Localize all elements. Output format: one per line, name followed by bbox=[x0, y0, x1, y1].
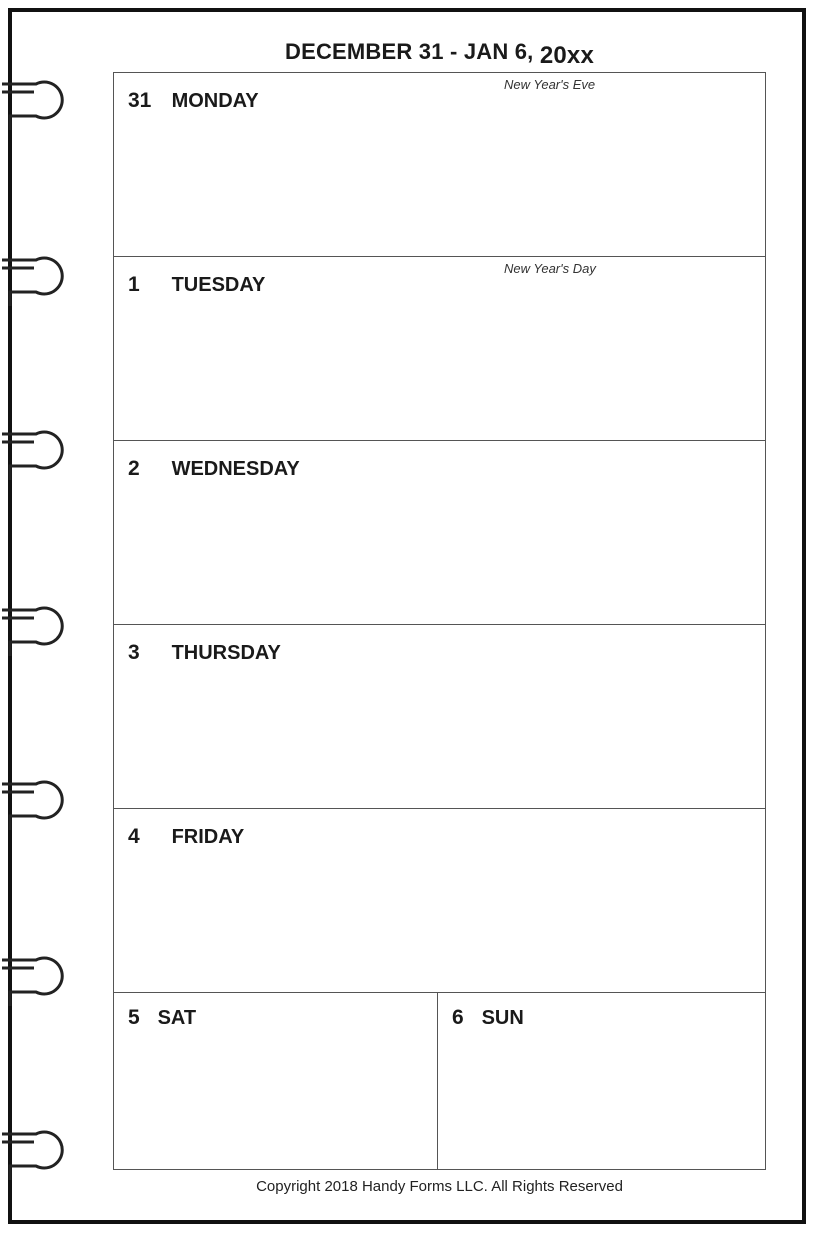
day-number: 2 bbox=[128, 457, 140, 480]
binder-ring-icon bbox=[0, 246, 70, 298]
binder-ring-icon bbox=[0, 770, 70, 822]
day-number: 5 bbox=[128, 1006, 140, 1029]
title-date-range: DECEMBER 31 - JAN 6, bbox=[284, 39, 540, 64]
day-name: WEDNESDAY bbox=[171, 458, 300, 480]
weekly-grid bbox=[113, 72, 766, 1170]
holiday-note: New Year's Day bbox=[504, 261, 596, 276]
binder-ring-icon bbox=[0, 420, 70, 472]
day-block-tuesday[interactable] bbox=[114, 257, 765, 441]
day-heading bbox=[128, 825, 244, 849]
day-heading bbox=[128, 457, 300, 481]
day-name: THURSDAY bbox=[171, 642, 281, 664]
day-number: 6 bbox=[452, 1006, 464, 1029]
day-block-wednesday[interactable] bbox=[114, 441, 765, 625]
day-block-saturday[interactable] bbox=[114, 992, 438, 1169]
day-number: 31 bbox=[128, 89, 152, 112]
day-name: TUESDAY bbox=[171, 274, 266, 296]
day-heading bbox=[128, 641, 281, 665]
day-name: SAT bbox=[157, 1007, 197, 1029]
day-heading bbox=[128, 1006, 196, 1030]
page-title bbox=[112, 38, 767, 69]
day-heading bbox=[128, 89, 259, 113]
day-block-monday[interactable] bbox=[114, 73, 765, 257]
copyright-footer: Copyright 2018 Handy Forms LLC. All Rights Reserved bbox=[256, 1178, 623, 1195]
day-name: FRIDAY bbox=[171, 826, 245, 848]
day-block-thursday[interactable] bbox=[114, 625, 765, 809]
day-number: 3 bbox=[128, 641, 140, 664]
day-heading bbox=[128, 273, 265, 297]
binder-ring-icon bbox=[0, 1120, 70, 1172]
binder-ring-icon bbox=[0, 946, 70, 998]
day-block-friday[interactable] bbox=[114, 809, 765, 993]
binder-ring-icon bbox=[0, 596, 70, 648]
day-block-sunday[interactable] bbox=[438, 992, 765, 1169]
day-name: SUN bbox=[481, 1007, 524, 1029]
binder-ring-icon bbox=[0, 70, 70, 122]
holiday-note: New Year's Eve bbox=[504, 77, 596, 92]
day-number: 1 bbox=[128, 273, 140, 296]
day-number: 4 bbox=[128, 825, 140, 848]
day-name: MONDAY bbox=[171, 90, 259, 112]
title-year: 20xx bbox=[539, 42, 595, 69]
weekend-row bbox=[114, 992, 765, 1169]
day-heading bbox=[452, 1006, 524, 1030]
